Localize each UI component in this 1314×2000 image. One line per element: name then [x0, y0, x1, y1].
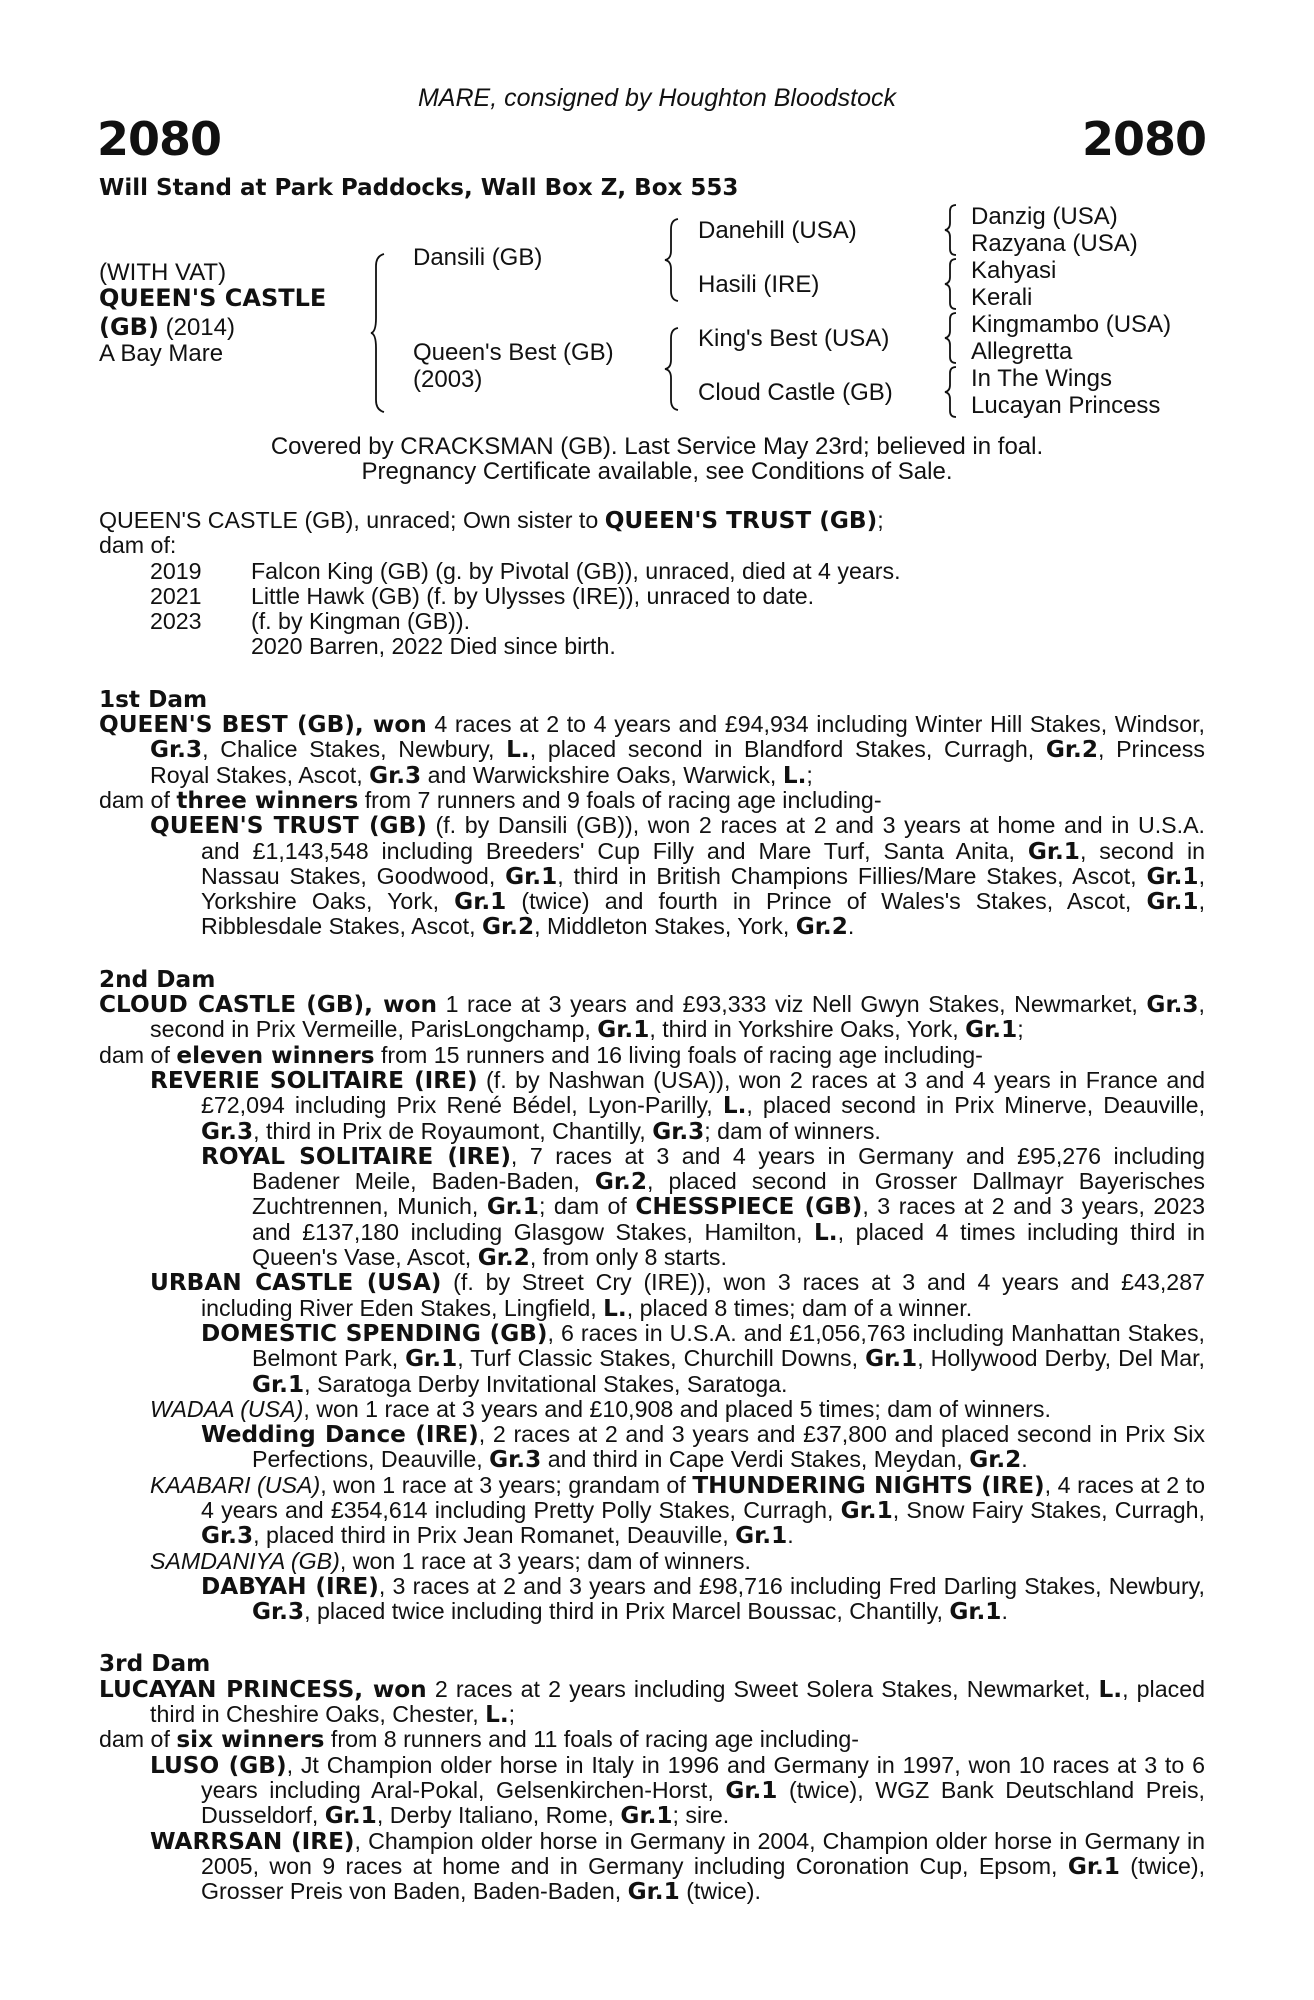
brace-sd: [944, 257, 958, 311]
second-dam-heading: 2nd Dam: [99, 965, 216, 993]
pedigree-brace: [370, 252, 386, 414]
first-dam-foal-queens-trust: QUEEN'S TRUST (GB) (f. by Dansili (GB)), won 2 races at 2 and 3 years at home and in U.S.A. and £1,143,548 including Breeders' Cup Filly and Mare Turf, Santa Anita, Gr.1, second in Nassau Stakes, Goodwood, Gr.1, third in British Champions Fillies/Mare Stakes, Ascot, Gr.1, Yorkshire Oaks, York, Gr.1 (twice) and fourth in Prince of Wales's Stakes, Ascot, Gr.1, Ribblesdale Stakes, Ascot, Gr.2, Middleton Stakes, York, Gr.2.: [150, 812, 1206, 941]
cover-line: Covered by CRACKSMAN (GB). Last Service May 23rd; believed in foal.: [270, 433, 1044, 460]
sire-dam: Hasili (IRE): [698, 271, 820, 298]
horse-description: A Bay Mare: [99, 340, 224, 367]
vat-note: (WITH VAT): [99, 259, 227, 286]
foal-reverie-solitaire: REVERIE SOLITAIRE (IRE) (f. by Nashwan (USA)), won 2 races at 3 and 4 years in France and £72,094 including Prix René Bédel, Lyon-Parilly, L., placed second in Prix Minerve, Deauville, Gr.3, third in Prix de Royaumont, Chantilly, Gr.3; dam of winners.: [150, 1066, 1206, 1145]
horse-name: QUEEN'S CASTLE: [99, 284, 327, 312]
horse-origin: (GB): [99, 313, 159, 341]
mare-summary: [99, 508, 1205, 533]
dam: Queen's Best (GB): [413, 339, 614, 366]
dam-dam-dam: Lucayan Princess: [971, 392, 1161, 419]
produce-text: Falcon King (GB) (g. by Pivotal (GB)), unraced, died at 4 years.: [251, 557, 901, 584]
brace-ds: [944, 311, 958, 365]
sire: Dansili (GB): [413, 244, 543, 271]
produce-year: 2019: [150, 557, 202, 584]
produce-text: Little Hawk (GB) (f. by Ulysses (IRE)), unraced to date.: [251, 582, 815, 609]
foal-samdaniya: SAMDANIYA (GB), won 1 race at 3 years; dam of winners.: [150, 1547, 751, 1574]
dam-of-label: dam of:: [99, 532, 177, 559]
dam-dam-sire: In The Wings: [971, 365, 1112, 392]
horse-origin-year: [99, 313, 235, 342]
consignor-line: MARE, consigned by Houghton Bloodstock: [417, 84, 897, 112]
third-dam-record: LUCAYAN PRINCESS, won 2 races at 2 years including Sweet Solera Stakes, Newmarket, L., placed third in Cheshire Oaks, Chester, L.;: [99, 1675, 1205, 1729]
foal-royal-solitaire: ROYAL SOLITAIRE (IRE), 7 races at 3 and 4 years in Germany and £95,276 including Badener Meile, Baden-Baden, Gr.2, placed second in Grosser Dallmayr Bayerisches Zuchtrennen, Munich, Gr.1; dam of CHESSPIECE (GB), 3 races at 2 and 3 years, 2023 and £137,180 including Glasgow Stakes, Hamilton, L., placed 4 times including third in Queen's Vase, Ascot, Gr.2, from only 8 starts.: [201, 1142, 1206, 1272]
summary-end: ;: [877, 507, 884, 533]
sire-sire-sire: Danzig (USA): [971, 203, 1118, 230]
foal-domestic-spending: DOMESTIC SPENDING (GB), 6 races in U.S.A. and £1,056,763 including Manhattan Stakes, Belmont Park, Gr.1, Turf Classic Stakes, Churchill Downs, Gr.1, Hollywood Derby, Del Mar, Gr.1, Saratoga Derby Invitational Stakes, Saratoga.: [201, 1319, 1205, 1398]
first-dam-heading: 1st Dam: [99, 685, 208, 713]
foal-urban-castle: URBAN CASTLE (USA) (f. by Street Cry (IRE)), won 3 races at 3 and 4 years and £43,287 including River Eden Stakes, Lingfield, L., placed 8 times; dam of a winner.: [150, 1269, 1205, 1322]
catalogue-body: [99, 508, 1205, 1904]
foal-warrsan: WARRSAN (IRE), Champion older horse in Germany in 2004, Champion older horse in Germany in 2005, won 9 races at home and in Germany including Coronation Cup, Epsom, Gr.1 (twice), Grosser Preis von Baden, Baden-Baden, Gr.1 (twice).: [150, 1827, 1206, 1906]
sire-sire: Danehill (USA): [698, 217, 857, 244]
stand-location: Will Stand at Park Paddocks, Wall Box Z, Box 553: [99, 175, 739, 201]
dam-sire-sire: Kingmambo (USA): [971, 311, 1172, 338]
lot-number-left: 2080: [97, 112, 222, 166]
foal-luso: LUSO (GB), Jt Champion older horse in Italy in 1996 and Germany in 1997, won 10 races at 3 to 6 years including Aral-Pokal, Gelsenkirchen-Horst, Gr.1 (twice), WGZ Bank Deutschland Preis, Dusseldorf, Gr.1, Derby Italiano, Rome, Gr.1; sire.: [150, 1751, 1205, 1830]
brace-ss: [944, 203, 958, 257]
produce-record: [150, 559, 1205, 660]
foal-wedding-dance: Wedding Dance (IRE), 2 races at 2 and 3 years and £37,800 and placed second in Prix Six Perfections, Deauville, Gr.3 and third in Cape Verdi Stakes, Meydan, Gr.2.: [201, 1421, 1206, 1474]
pregnancy-line: Pregnancy Certificate available, see Conditions of Sale.: [361, 458, 953, 485]
dam-year: (2003): [413, 366, 483, 393]
sire-brace: [664, 217, 680, 303]
brace-dd: [944, 365, 958, 419]
third-dam-heading: 3rd Dam: [99, 1650, 211, 1678]
summary-text: QUEEN'S CASTLE (GB), unraced; Own sister to: [99, 507, 605, 533]
summary-sister: QUEEN'S TRUST (GB): [604, 507, 878, 534]
dam-sire-dam: Allegretta: [971, 338, 1073, 365]
produce-year: 2023: [150, 608, 202, 635]
foal-dabyah: DABYAH (IRE), 3 races at 2 and 3 years and £98,716 including Fred Darling Stakes, Newbury, Gr.3, placed twice including third in Prix Marcel Boussac, Chantilly, Gr.1.: [201, 1572, 1205, 1626]
produce-text: 2020 Barren, 2022 Died since birth.: [251, 633, 616, 660]
produce-year: 2021: [150, 582, 202, 609]
dam-dam: Cloud Castle (GB): [698, 379, 893, 406]
produce-text: (f. by Kingman (GB)).: [251, 608, 471, 635]
second-dam-record: CLOUD CASTLE (GB), won 1 race at 3 years and £93,333 viz Nell Gwyn Stakes, Newmarket, Gr.3, second in Prix Vermeille, ParisLongchamp, Gr.1, third in Yorkshire Oaks, York, Gr.1;: [99, 991, 1205, 1044]
sire-sire-dam: Razyana (USA): [971, 230, 1138, 257]
sire-dam-sire: Kahyasi: [971, 257, 1057, 284]
first-dam-record: QUEEN'S BEST (GB), won 4 races at 2 to 4 years and £94,934 including Winter Hill Stakes, Windsor, Gr.3, Chalice Stakes, Newbury, L., placed second in Blandford Stakes, Curragh, Gr.2, Princess Royal Stakes, Ascot, Gr.3 and Warwickshire Oaks, Warwick, L.;: [99, 711, 1205, 789]
foal-kaabari: KAABARI (USA), won 1 race at 3 years; grandam of THUNDERING NIGHTS (IRE), 4 races at 2 to 4 years and £354,614 including Pretty Polly Stakes, Curragh, Gr.1, Snow Fairy Stakes, Curragh, Gr.3, placed third in Prix Jean Romanet, Deauville, Gr.1.: [150, 1471, 1205, 1550]
sire-dam-dam: Kerali: [971, 284, 1033, 311]
produce-year: [150, 634, 251, 659]
dam-brace: [664, 326, 680, 412]
third-dam-produce-summary: dam of six winners from 8 runners and 11 foals of racing age including-: [99, 1726, 859, 1754]
lot-number-right: 2080: [1081, 112, 1206, 166]
second-dam-produce-summary: dam of eleven winners from 15 runners and 16 living foals of racing age including-: [99, 1041, 983, 1069]
first-dam-produce-summary: dam of three winners from 7 runners and 9 foals of racing age including-: [99, 786, 882, 814]
horse-year: (2014): [165, 314, 235, 341]
foal-wadaa: WADAA (USA), won 1 race at 3 years and £10,908 and placed 5 times; dam of winners.: [150, 1395, 1051, 1422]
dam-sire: King's Best (USA): [698, 325, 890, 352]
